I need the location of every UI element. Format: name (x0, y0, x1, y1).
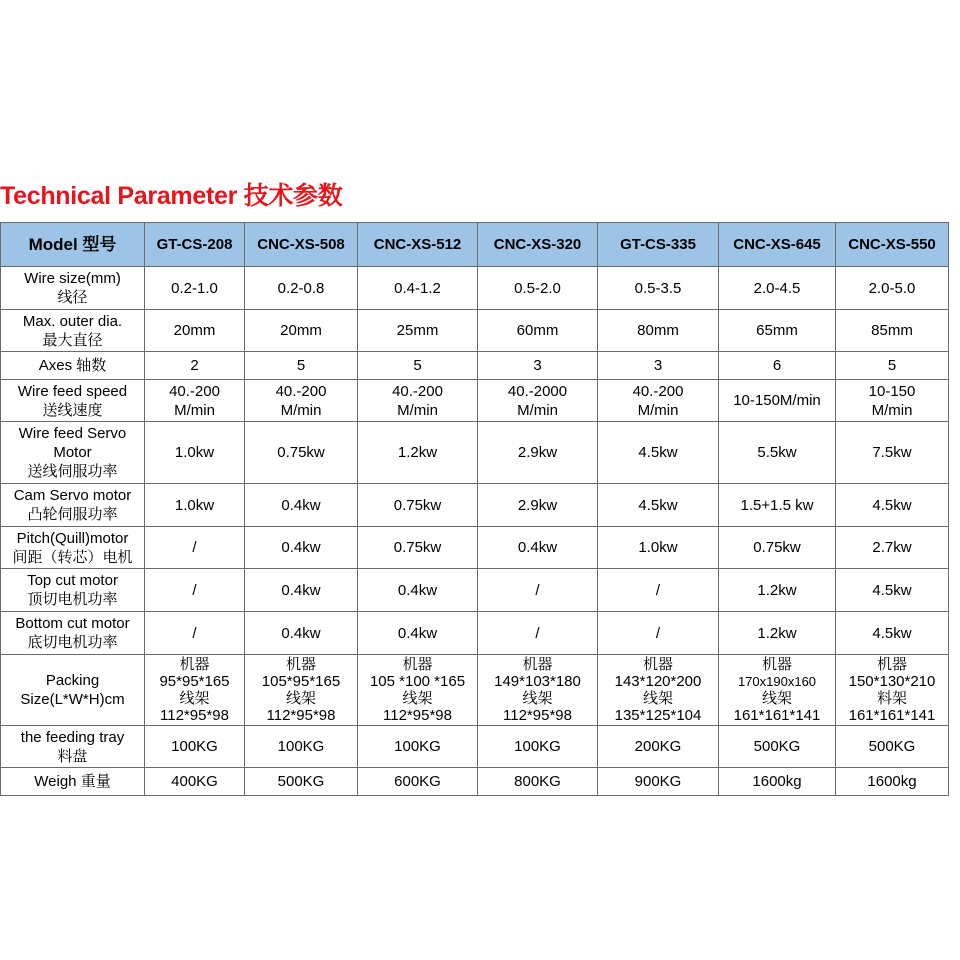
value-line: 112*95*98 (266, 707, 336, 724)
row-label-line: 料盘 (57, 747, 88, 765)
value-line: M/min (280, 401, 322, 419)
value-line: 5 (887, 357, 897, 374)
value-cell (145, 768, 245, 796)
value-cell (719, 726, 836, 768)
value-cell (245, 569, 358, 612)
value-line: 1.0kw (638, 539, 678, 556)
value-line: 85mm (871, 322, 913, 339)
value-line: 0.2-0.8 (277, 279, 325, 297)
value-line: 800KG (514, 773, 561, 790)
row-label-line: Size(L*W*H)cm (20, 691, 125, 708)
row-label (1, 352, 145, 380)
value-line: / (535, 624, 540, 642)
model-header: Model 型号 (1, 223, 145, 267)
value-line: 100KG (277, 738, 325, 755)
row-label (1, 267, 145, 310)
value-cell (836, 726, 949, 768)
value-cell (358, 380, 478, 422)
value-line: 105*95*165 (261, 673, 341, 690)
value-cell (719, 422, 836, 484)
table-row (1, 352, 949, 380)
value-line: 7.5kw (872, 444, 912, 461)
row-label-line: Wire feed speed (17, 382, 128, 400)
value-cell (719, 380, 836, 422)
model-name: GT-CS-208 (145, 223, 245, 267)
value-cell (719, 655, 836, 726)
value-cell (598, 612, 719, 655)
value-line: 线架 (761, 690, 792, 707)
value-line: 4.5kw (638, 496, 678, 514)
value-line: 0.4kw (281, 624, 321, 642)
value-line: 100KG (514, 738, 561, 755)
value-cell (245, 768, 358, 796)
value-line: 线架 (642, 690, 673, 707)
model-name: CNC-XS-508 (245, 223, 358, 267)
value-line: 2.7kw (872, 539, 912, 556)
value-cell (598, 484, 719, 527)
value-cell (145, 527, 245, 569)
value-line: M/min (174, 401, 215, 419)
value-cell (245, 527, 358, 569)
row-label-line: Motor (53, 444, 92, 461)
value-line: 40.-200 (632, 382, 684, 400)
table-row (1, 380, 949, 422)
spec-table (0, 222, 949, 796)
value-line: 1600kg (867, 773, 917, 790)
value-line: 线架 (402, 690, 433, 707)
value-line: 10-150 (868, 382, 916, 400)
value-line: 1.0kw (174, 444, 215, 461)
value-cell (145, 612, 245, 655)
value-line: 1.2kw (757, 581, 797, 599)
value-cell (598, 352, 719, 380)
value-line: 0.4kw (281, 539, 321, 556)
value-cell (598, 380, 719, 422)
value-line: 0.75kw (277, 444, 325, 461)
value-cell (478, 768, 598, 796)
value-line: / (192, 624, 197, 642)
value-line: 161*161*141 (848, 707, 936, 724)
value-cell (358, 569, 478, 612)
value-line: 105 *100 *165 (369, 673, 466, 690)
value-line: 112*95*98 (160, 707, 229, 724)
header-row (1, 223, 949, 267)
value-line: / (192, 539, 197, 556)
value-line: 机器 (179, 656, 210, 673)
value-cell (358, 768, 478, 796)
value-line: 0.5-2.0 (514, 279, 561, 297)
value-line: 5.5kw (757, 444, 797, 461)
row-label-line: Axes 轴数 (38, 357, 107, 374)
value-line: 0.75kw (393, 496, 442, 514)
value-line: 0.4kw (517, 539, 558, 556)
value-line: M/min (637, 401, 679, 419)
row-label (1, 380, 145, 422)
value-cell (358, 352, 478, 380)
value-line: 500KG (277, 773, 325, 790)
table-row (1, 267, 949, 310)
value-line: 40.-2000 (507, 382, 568, 400)
value-line: 6 (772, 357, 782, 374)
value-line: 1.5+1.5 kw (740, 496, 814, 514)
table-row (1, 612, 949, 655)
model-name: CNC-XS-550 (836, 223, 949, 267)
value-line: 线架 (522, 690, 553, 707)
value-cell (598, 527, 719, 569)
value-cell (836, 380, 949, 422)
value-cell (145, 484, 245, 527)
value-cell (836, 655, 949, 726)
value-cell (836, 527, 949, 569)
value-line: 4.5kw (872, 624, 912, 642)
value-line: 143*120*200 (614, 673, 702, 690)
value-line: 0.5-3.5 (634, 279, 682, 297)
value-line: 161*161*141 (733, 707, 821, 724)
value-line: 40.-200 (169, 382, 220, 400)
value-cell (598, 569, 719, 612)
value-line: 机器 (642, 656, 673, 673)
value-cell (478, 352, 598, 380)
value-line: 3 (653, 357, 663, 374)
value-line: / (655, 624, 661, 642)
value-cell (598, 768, 719, 796)
value-line: 3 (533, 357, 542, 374)
row-label-line: Weigh 重量 (34, 773, 111, 790)
row-label-line: Pitch(Quill)motor (16, 529, 129, 547)
row-label (1, 768, 145, 796)
value-line: 200KG (634, 738, 682, 755)
row-label (1, 527, 145, 569)
value-cell (719, 267, 836, 310)
value-line: 0.2-1.0 (171, 279, 218, 297)
value-line: 112*95*98 (383, 707, 452, 724)
row-label-line: Bottom cut motor (15, 615, 130, 632)
value-cell (836, 484, 949, 527)
value-line: 2.0-5.0 (868, 279, 916, 297)
spec-body (1, 267, 949, 796)
value-cell (719, 768, 836, 796)
value-cell (358, 484, 478, 527)
value-cell (145, 352, 245, 380)
value-line: / (192, 581, 197, 599)
value-cell (145, 569, 245, 612)
value-line: 20mm (173, 322, 216, 339)
value-line: 机器 (761, 656, 792, 673)
value-cell (478, 726, 598, 768)
value-line: 机器 (402, 656, 433, 673)
value-cell (478, 612, 598, 655)
value-cell (719, 310, 836, 352)
value-line: 95*95*165 (159, 673, 230, 690)
table-row (1, 310, 949, 352)
row-label-line: 间距（转芯）电机 (12, 548, 133, 566)
value-line: 机器 (522, 656, 553, 673)
value-line: 0.75kw (753, 539, 801, 556)
model-name: CNC-XS-645 (719, 223, 836, 267)
value-line: / (655, 581, 661, 599)
row-label-line: Wire feed Servo (18, 425, 127, 442)
value-line: 线架 (285, 690, 316, 707)
value-cell (478, 655, 598, 726)
value-cell (358, 726, 478, 768)
value-cell (358, 527, 478, 569)
row-label (1, 310, 145, 352)
model-name: CNC-XS-320 (478, 223, 598, 267)
value-cell (836, 352, 949, 380)
value-line: 料架 (876, 690, 907, 707)
value-line: 149*103*180 (494, 673, 581, 690)
value-line: 4.5kw (638, 444, 678, 461)
value-cell (478, 527, 598, 569)
row-label (1, 569, 145, 612)
value-line: 0.4-1.2 (394, 279, 441, 297)
value-line: 4.5kw (872, 496, 912, 514)
value-line: 0.4kw (281, 496, 321, 514)
row-label-line: 底切电机功率 (27, 634, 118, 651)
value-line: M/min (517, 401, 558, 419)
value-line: 170x190x160 (737, 674, 817, 689)
row-label-line: Packing (45, 672, 100, 689)
value-line: 60mm (516, 322, 559, 339)
value-line: 20mm (280, 322, 322, 339)
value-line: 1.2kw (397, 444, 438, 461)
value-cell (719, 569, 836, 612)
value-line: 500KG (753, 738, 801, 755)
value-line: 5 (296, 357, 306, 374)
value-line: 5 (413, 357, 422, 374)
value-cell (478, 310, 598, 352)
row-label-line: 凸轮伺服功率 (27, 506, 118, 523)
value-cell (478, 484, 598, 527)
table-row (1, 569, 949, 612)
table-row (1, 527, 949, 569)
row-label-line: Max. outer dia. (22, 312, 123, 330)
value-line: 2 (190, 357, 199, 374)
value-line: 1.2kw (757, 624, 797, 642)
value-line: 10-150M/min (733, 392, 821, 409)
value-line: M/min (397, 401, 438, 419)
value-line: 135*125*104 (614, 707, 702, 724)
value-cell (145, 655, 245, 726)
value-cell (145, 267, 245, 310)
value-cell (598, 267, 719, 310)
value-cell (245, 484, 358, 527)
value-line: 100KG (171, 738, 218, 755)
value-cell (836, 310, 949, 352)
page-title: Technical Parameter 技术参数 (0, 182, 343, 210)
row-label-line: 线径 (57, 289, 88, 306)
row-label-line: Cam Servo motor (13, 487, 132, 504)
value-cell (358, 612, 478, 655)
value-line: 65mm (756, 322, 798, 339)
value-cell (478, 569, 598, 612)
row-label (1, 726, 145, 768)
value-cell (245, 352, 358, 380)
table-row (1, 726, 949, 768)
table-row (1, 484, 949, 527)
value-cell (719, 352, 836, 380)
value-cell (145, 422, 245, 484)
row-label-line: Top cut motor (27, 572, 118, 589)
value-line: 2.9kw (517, 444, 558, 461)
value-cell (719, 484, 836, 527)
row-label-line: 送线伺服功率 (27, 463, 118, 480)
table-row (1, 422, 949, 484)
value-cell (145, 310, 245, 352)
row-label (1, 422, 145, 484)
value-line: 40.-200 (275, 382, 327, 400)
value-cell (245, 726, 358, 768)
value-cell (145, 380, 245, 422)
row-label (1, 655, 145, 726)
row-label (1, 612, 145, 655)
value-line: 500KG (868, 738, 916, 755)
value-line: / (535, 581, 540, 599)
value-cell (358, 267, 478, 310)
table-row (1, 768, 949, 796)
value-cell (836, 612, 949, 655)
value-line: 1600kg (752, 773, 802, 790)
value-cell (598, 422, 719, 484)
value-cell (719, 612, 836, 655)
value-cell (836, 422, 949, 484)
value-line: 4.5kw (872, 581, 912, 599)
value-line: 0.4kw (281, 581, 321, 599)
model-name: GT-CS-335 (598, 223, 719, 267)
value-line: 40.-200 (392, 382, 443, 400)
value-line: 150*130*210 (848, 673, 936, 690)
value-cell (245, 422, 358, 484)
value-cell (478, 422, 598, 484)
row-label-line: 最大直径 (42, 331, 103, 349)
value-cell (245, 267, 358, 310)
value-cell (836, 768, 949, 796)
value-cell (358, 422, 478, 484)
value-line: 2.0-4.5 (753, 279, 801, 297)
model-name: CNC-XS-512 (358, 223, 478, 267)
value-line: 600KG (394, 773, 441, 790)
value-line: M/min (871, 401, 913, 419)
value-line: 线架 (179, 690, 210, 707)
value-line: 100KG (394, 738, 441, 755)
value-line: 0.4kw (397, 624, 438, 642)
value-cell (245, 380, 358, 422)
value-cell (598, 726, 719, 768)
value-line: 25mm (396, 322, 439, 339)
value-cell (598, 310, 719, 352)
value-cell (478, 380, 598, 422)
value-line: 机器 (876, 656, 907, 673)
value-line: 900KG (634, 773, 682, 790)
value-line: 112*95*98 (503, 707, 572, 724)
value-line: 400KG (171, 773, 218, 790)
value-line: 0.4kw (397, 581, 438, 599)
value-line: 0.75kw (393, 539, 442, 556)
value-cell (836, 569, 949, 612)
value-cell (598, 655, 719, 726)
value-cell (245, 655, 358, 726)
value-cell (358, 655, 478, 726)
value-cell (245, 310, 358, 352)
value-cell (358, 310, 478, 352)
value-line: 80mm (637, 322, 679, 339)
row-label-line: 顶切电机功率 (27, 591, 118, 608)
value-cell (836, 267, 949, 310)
value-cell (145, 726, 245, 768)
value-cell (478, 267, 598, 310)
row-label-line: 送线速度 (42, 401, 103, 419)
value-cell (245, 612, 358, 655)
value-cell (719, 527, 836, 569)
value-line: 1.0kw (174, 496, 215, 514)
row-label-line: Wire size(mm) (24, 270, 121, 287)
value-line: 2.9kw (517, 496, 558, 514)
row-label-line: the feeding tray (20, 728, 125, 746)
value-line: 机器 (285, 656, 316, 673)
row-label (1, 484, 145, 527)
table-row (1, 655, 949, 726)
